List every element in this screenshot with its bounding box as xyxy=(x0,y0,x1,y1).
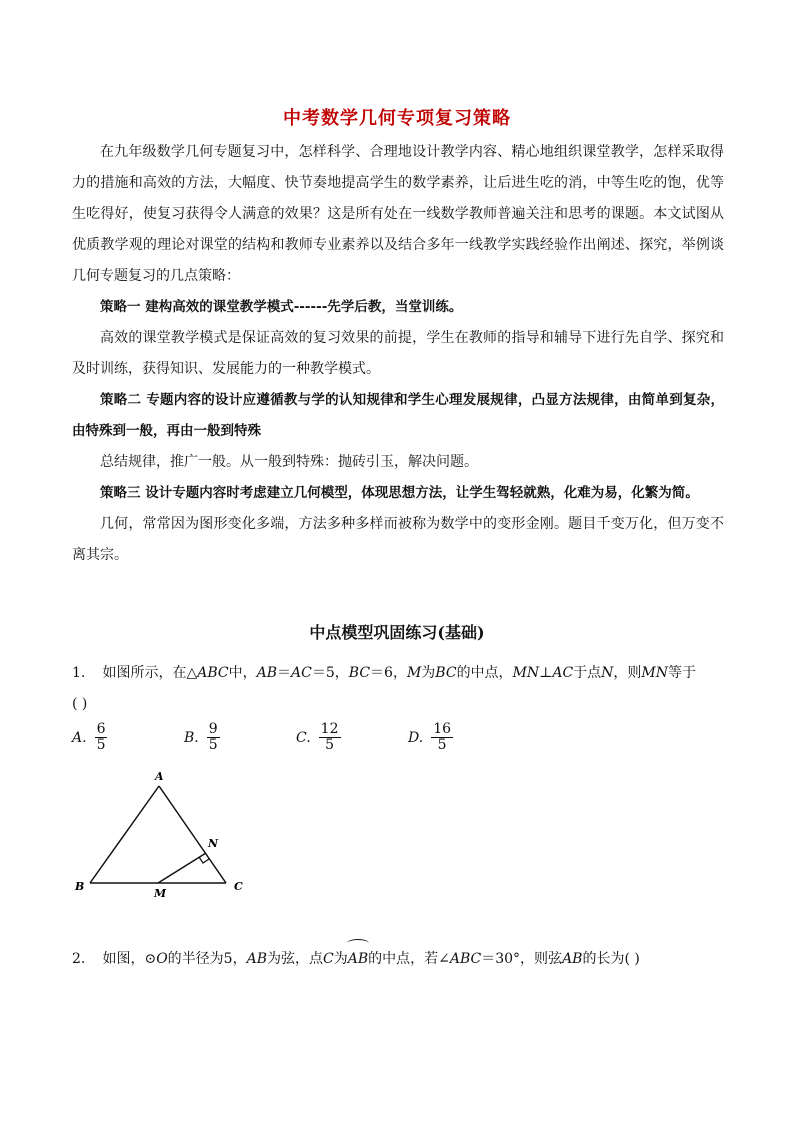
side-ac xyxy=(159,786,226,883)
answer-parentheses: ( ) xyxy=(72,696,88,712)
fraction: $\frac{9}{5}$ xyxy=(208,721,218,753)
strategy-2-heading: 策略二 专题内容的设计应遵循教与学的认知规律和学生心理发展规律，凸显方法规律，由简单到复杂，由特殊到一般，再由一般到特殊 xyxy=(72,392,724,439)
side-ab xyxy=(90,786,159,883)
label-m: M xyxy=(154,887,167,900)
fraction: $\frac{6}{5}$ xyxy=(96,721,106,753)
section-title: 中点模型巩固练习(基础) xyxy=(309,623,485,642)
arc-ab: AB xyxy=(348,944,368,975)
label-b: B xyxy=(75,880,85,893)
question-number: 2. xyxy=(72,951,86,967)
strategy-1-heading: 策略一 建构高效的课堂教学模式------先学后教，当堂训练。 xyxy=(100,299,463,315)
page-title: 中考数学几何专项复习策略 xyxy=(283,108,511,129)
label-c: C xyxy=(234,880,243,893)
option-c[interactable]: C. $\frac{12}{5}$ xyxy=(296,721,339,753)
question-number: 1. xyxy=(72,665,86,681)
label-n: N xyxy=(208,837,219,850)
intro-paragraph: 在九年级数学几何专题复习中，怎样科学、合理地设计教学内容、精心地组织课堂教学，怎样采取得力的措施和高效的方法，大幅度、快节奏地提高学生的数学素养，让后进生吃的消，中等生吃的饱，优等生吃得好，使复习获得令人满意的效果？这是所有处在一线数学教师普遍关注和思考的课题。本文试图从优质教学观的理论对课堂的结构和教师专业素养以及结合多年一线教学实践经验作出阐述、探究，举例谈几何专题复习的几点策略： xyxy=(72,144,724,284)
strategy-1-body: 高效的课堂教学模式是保证高效的复习效果的前提，学生在教师的指导和辅导下进行先自学、探究和及时训练，获得知识、发展能力的一种教学模式。 xyxy=(72,330,724,377)
fraction: $\frac{16}{5}$ xyxy=(433,721,452,753)
option-b[interactable]: B. $\frac{9}{5}$ xyxy=(184,721,218,753)
right-angle-mark xyxy=(199,857,209,863)
strategy-2-body: 总结规律，推广一般。从一般到特殊：抛砖引玉，解决问题。 xyxy=(100,454,478,470)
strategy-3-body: 几何，常常因为图形变化多端，方法多种多样而被称为数学中的变形金刚。题目千变万化，但万变不离其宗。 xyxy=(72,516,724,563)
question-2-stem: 2. 如图，⊙O的半径为5，AB为弦，点C为AB的中点，若∠ABC＝30°，则弦AB的长为( ) xyxy=(72,944,732,975)
option-d[interactable]: D. $\frac{16}{5}$ xyxy=(408,721,452,753)
fraction: $\frac{12}{5}$ xyxy=(320,721,339,753)
triangle-figure xyxy=(66,768,256,904)
label-a: A xyxy=(155,770,164,783)
question-1-stem: 1. 如图所示，在△ABC中，AB＝AC＝5，BC＝6，M为BC的中点，MN⊥AC于点N，则MN等于 xyxy=(72,658,732,689)
option-a[interactable]: A. $\frac{6}{5}$ xyxy=(72,721,106,753)
strategy-3-heading: 策略三 设计专题内容时考虑建立几何模型，体现思想方法，让学生驾轻就熟，化难为易，化繁为简。 xyxy=(100,485,699,501)
